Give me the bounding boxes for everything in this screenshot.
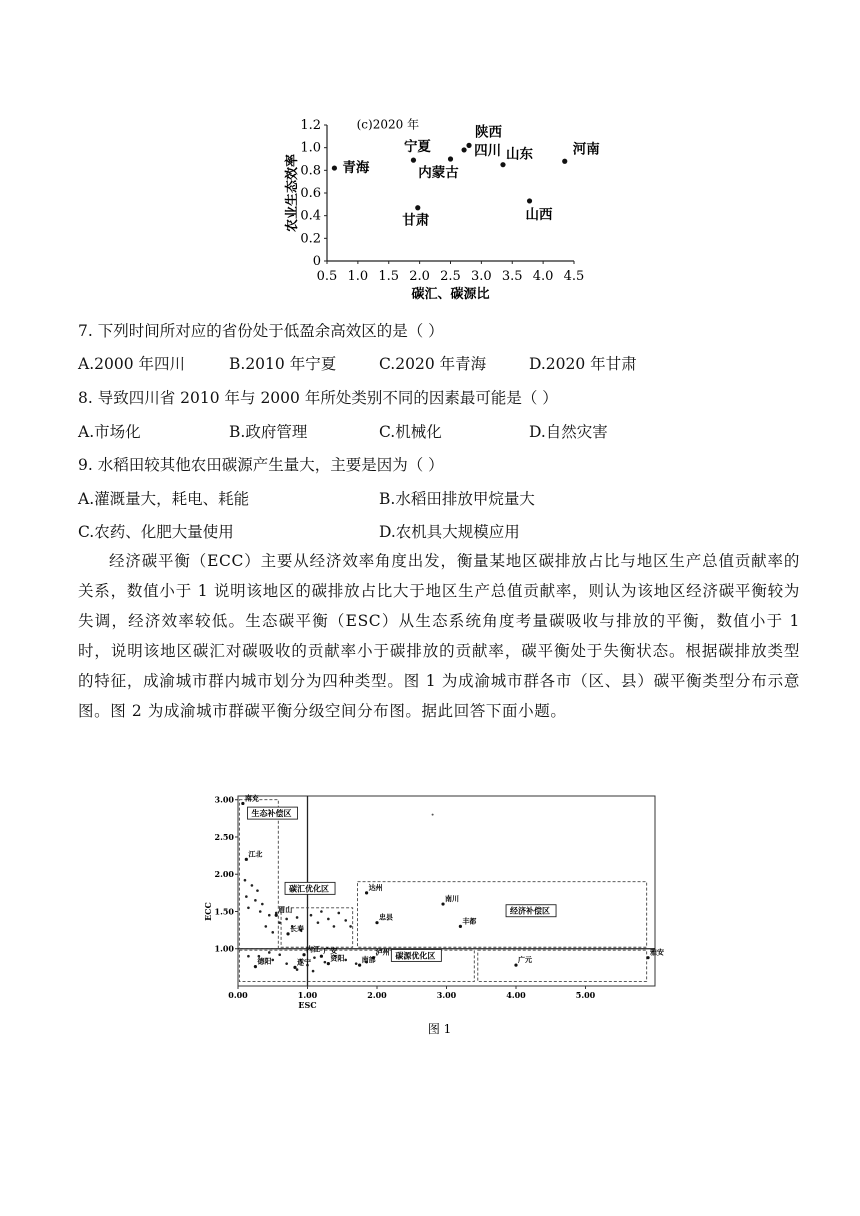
point-label-眉山: 眉山 <box>278 905 293 915</box>
cluster-point <box>317 921 320 924</box>
point-label-泸州: 泸州 <box>375 947 390 957</box>
data-point-四川 <box>461 147 466 152</box>
question-7-option-b: B.2010 年宁夏 <box>229 355 337 373</box>
point-label-南川: 南川 <box>445 894 460 904</box>
point-label-忠县: 忠县 <box>379 912 393 922</box>
point-label-江北: 江北 <box>248 849 263 859</box>
point-label-资阳: 资阳 <box>330 953 345 963</box>
question-9-option-c: C.农药、化肥大量使用 <box>78 523 234 541</box>
y-tick-label: 0 <box>312 254 321 269</box>
y-tick-label: 1.0 <box>300 140 321 156</box>
question-9-option-b: B.水稻田排放甲烷量大 <box>379 490 535 508</box>
point-label-遂宁: 遂宁 <box>296 957 311 967</box>
cluster-point <box>313 956 316 959</box>
point-label-南部: 南部 <box>361 955 376 965</box>
x-tick-label: 0.00 <box>228 990 248 1000</box>
question-8-option-d: D.自然灾害 <box>529 423 608 441</box>
material-paragraph <box>78 546 800 726</box>
x-tick-label: 0.5 <box>316 269 338 284</box>
cluster-point <box>333 925 336 928</box>
point-label-广安: 广安 <box>323 946 338 956</box>
question-8-option-a: A.市场化 <box>78 423 141 441</box>
cluster-point <box>247 906 250 909</box>
point-label-长寿: 长寿 <box>290 923 305 933</box>
x-axis-label: ESC <box>298 1000 317 1010</box>
data-point-山东 <box>500 162 505 167</box>
point-label-陕西: 陕西 <box>475 124 503 141</box>
cluster-point <box>337 912 340 915</box>
question-7-stem: 7. 下列时间所对应的省份处于低盈余高效区的是（ ） <box>78 322 444 340</box>
y-tick-label: 1.00 <box>214 943 234 954</box>
x-tick-label: 2.5 <box>440 269 461 284</box>
y-tick-label: 0.2 <box>300 231 321 247</box>
point-label-丰都: 丰都 <box>462 916 477 926</box>
point-label-内蒙古: 内蒙古 <box>418 165 459 181</box>
zone-label-0: 生态补偿区 <box>251 808 292 819</box>
data-point-陕西 <box>466 143 471 148</box>
cluster-point <box>296 968 299 971</box>
x-tick-label: 4.00 <box>506 990 526 1000</box>
y-tick-label: 2.50 <box>214 831 234 842</box>
data-point-河南 <box>562 159 567 164</box>
point-label-四川: 四川 <box>474 142 502 159</box>
cluster-point <box>310 914 313 917</box>
cluster-point <box>256 889 259 892</box>
carbon-balance-scatter-chart <box>200 790 665 1036</box>
x-tick-label: 3.0 <box>471 269 492 284</box>
point-label-青海: 青海 <box>342 160 370 177</box>
x-tick-label: 3.5 <box>501 269 523 284</box>
cluster-point <box>268 914 271 917</box>
material-paragraph-text: 经济碳平衡（ECC）主要从经济效率角度出发，衡量某地区碳排放占比与地区生产总值贡献率的关系，数值小于 1 说明该地区的碳排放占比大于地区生产总值贡献率，则认为该地区经济碳平衡较为失调，经济效率较低。生态碳平衡（ESC）从生态系统角度考量碳吸收与排放的平衡，数值小于 1 时，说明该地区碳汇对碳吸收的贡献率小于碳排放的贡献率，碳平衡处于失衡状态。根据碳排放类型的特征，成渝城市群内城市划分为四种类型。图 1 为成渝城市群各市（区、县）碳平衡类型分布示意图。图 2 为成渝城市群碳平衡分级空间分布图。据此回答下面小题。 <box>78 552 800 720</box>
data-point-内蒙古 <box>448 156 453 161</box>
cluster-point <box>265 925 268 928</box>
y-tick-label: 2.00 <box>214 869 234 880</box>
cluster-point <box>349 925 352 928</box>
cluster-point <box>268 951 271 954</box>
zone-label-2: 经济补偿区 <box>510 905 551 916</box>
chart-title: (c)2020 年 <box>356 117 420 132</box>
point-label-雅安: 雅安 <box>650 947 665 957</box>
cluster-point <box>247 955 250 958</box>
question-9-stem: 9. 水稻田较其他农田碳源产生量大，主要是因为（ ） <box>78 456 444 474</box>
cluster-point <box>285 918 288 921</box>
data-point-山西 <box>527 198 532 203</box>
data-point-甘肃 <box>415 205 420 210</box>
x-tick-label: 1.5 <box>378 269 400 284</box>
x-axis-label: 碳汇、碳源比 <box>411 287 490 302</box>
figure-caption: 图 1 <box>427 1022 452 1036</box>
x-tick-label: 4.0 <box>532 269 554 284</box>
x-tick-label: 4.5 <box>563 269 585 284</box>
question-7-option-d: D.2020 年甘肃 <box>529 355 637 373</box>
cluster-point <box>285 962 288 965</box>
point-label-德阳: 德阳 <box>257 956 272 966</box>
point-label-达州: 达州 <box>368 882 383 892</box>
cluster-point <box>312 970 315 973</box>
y-tick-label: 0.4 <box>300 208 321 224</box>
efficiency-scatter-chart <box>280 108 600 308</box>
zone-label-3: 碳源优化区 <box>395 950 436 961</box>
cluster-point <box>245 895 248 898</box>
x-tick-label: 5.00 <box>575 990 596 1000</box>
question-8-option-c: C.机械化 <box>379 423 442 441</box>
cluster-point <box>259 910 262 913</box>
cluster-point <box>244 879 247 882</box>
cluster-point <box>324 961 327 964</box>
question-8-stem: 8. 导致四川省 2010 年与 2000 年所处类别不同的因素最可能是（ ） <box>78 389 558 407</box>
point-label-宁夏: 宁夏 <box>403 139 431 156</box>
cluster-point <box>254 899 257 902</box>
cluster-point <box>278 953 281 956</box>
point-label-内江: 内江 <box>306 944 321 954</box>
cluster-point <box>261 903 264 906</box>
x-tick-label: 2.00 <box>367 990 387 1000</box>
question-7-option-a: A.2000 年四川 <box>78 355 185 373</box>
cluster-point <box>251 884 254 887</box>
x-tick-label: 1.0 <box>347 269 369 284</box>
point-label-广元: 广元 <box>518 955 532 965</box>
y-axis-label: ECC <box>203 902 213 921</box>
stray-point <box>432 814 434 816</box>
point-label-河南: 河南 <box>572 141 600 158</box>
question-8-option-b: B.政府管理 <box>229 423 308 441</box>
cluster-point <box>278 921 281 924</box>
y-tick-label: 0.8 <box>300 163 321 179</box>
point-label-南充: 南充 <box>244 793 259 803</box>
y-axis-label: 农业生态效率 <box>285 153 300 233</box>
x-tick-label: 1.00 <box>297 990 318 1000</box>
y-tick-label: 0.6 <box>300 186 321 201</box>
y-tick-label: 1.50 <box>214 906 234 917</box>
cluster-point <box>271 959 274 962</box>
y-tick-label: 1.2 <box>300 118 321 133</box>
x-tick-label: 3.00 <box>436 990 457 1000</box>
cluster-point <box>320 910 323 913</box>
x-tick-label: 2.0 <box>409 269 430 284</box>
cluster-point <box>271 931 274 934</box>
question-9-option-a: A.灌溉量大，耗电、耗能 <box>78 490 250 508</box>
cluster-point <box>355 962 358 965</box>
data-point-宁夏 <box>411 158 416 163</box>
point-label-山东: 山东 <box>505 146 533 163</box>
point-label-甘肃: 甘肃 <box>402 212 430 229</box>
cluster-point <box>296 916 299 919</box>
zone-label-1: 碳汇优化区 <box>289 883 330 894</box>
cluster-point <box>344 959 347 962</box>
cluster-point <box>327 918 330 921</box>
cluster-point <box>344 919 347 922</box>
question-7-option-c: C.2020 年青海 <box>379 355 487 373</box>
point-label-山西: 山西 <box>525 206 553 223</box>
question-9-option-d: D.农机具大规模应用 <box>379 523 520 541</box>
data-point-青海 <box>332 165 337 170</box>
y-tick-label: 3.00 <box>214 794 234 805</box>
